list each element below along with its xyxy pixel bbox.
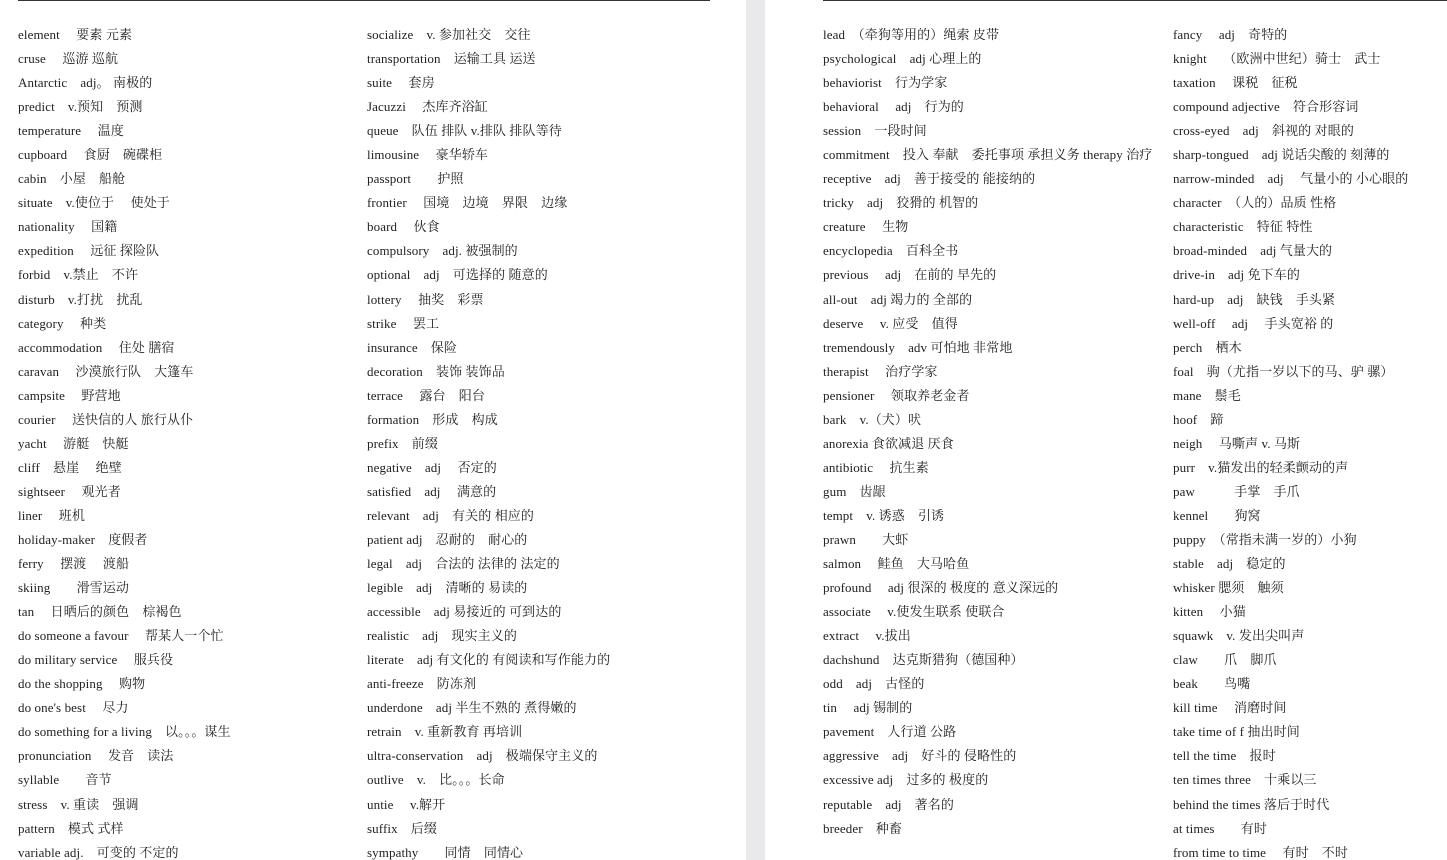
vocab-entry: kitten 小猫 xyxy=(1173,604,1246,620)
vocab-entry: cupboard 食厨 碗碟柜 xyxy=(18,147,163,163)
vocab-entry: from time to time 有时 不时 xyxy=(1173,844,1348,860)
vocab-entry: behind the times 落后于时代 xyxy=(1173,796,1330,812)
vocab-column-2 xyxy=(367,23,737,860)
vocab-entry: legible adj 清晰的 易读的 xyxy=(367,580,528,596)
vocab-entry: kill time 消磨时间 xyxy=(1173,700,1287,716)
vocab-entry: tremendously adv 可怕地 非常地 xyxy=(823,339,1013,355)
vocab-entry: do someone a favour 帮某人一个忙 xyxy=(18,628,224,644)
vocab-entry: prefix 前缀 xyxy=(367,435,438,451)
vocab-entry: sharp-tongued adj 说话尖酸的 刻薄的 xyxy=(1173,147,1390,163)
vocab-entry: extract v.拔出 xyxy=(823,628,911,644)
vocab-entry: courier 送快信的人 旅行从仆 xyxy=(18,411,194,427)
vocab-entry: all-out adj 竭力的 全部的 xyxy=(823,291,973,307)
vocab-entry: neigh 马嘶声 v. 马斯 xyxy=(1173,435,1301,451)
vocab-entry: commitment 投入 奉献 委托事项 承担义务 therapy 治疗 xyxy=(823,147,1153,163)
vocab-entry: transportation 运输工具 运送 xyxy=(367,51,536,67)
vocab-entry: expedition 远征 探险队 xyxy=(18,243,160,259)
vocab-entry: compulsory adj. 被强制的 xyxy=(367,243,518,259)
vocab-entry: do military service 服兵役 xyxy=(18,652,174,668)
vocab-entry: tell the time 报时 xyxy=(1173,748,1276,764)
vocab-entry: syllable 音节 xyxy=(18,772,112,788)
vocab-entry: compound adjective 符合形容词 xyxy=(1173,99,1359,115)
vocab-column-4 xyxy=(1173,23,1443,860)
vocab-entry: previous adj 在前的 早先的 xyxy=(823,267,997,283)
vocab-entry: behaviorist 行为学家 xyxy=(823,75,948,91)
document-page-right xyxy=(765,0,1447,860)
vocab-entry: receptive adj 善于接受的 能接纳的 xyxy=(823,171,1036,187)
vocab-entry: negative adj 否定的 xyxy=(367,459,497,475)
vocab-entry: deserve v. 应受 值得 xyxy=(823,315,958,331)
vocab-entry: patient adj 忍耐的 耐心的 xyxy=(367,531,528,547)
vocab-entry: element 要素 元素 xyxy=(18,27,133,42)
vocab-entry: ferry 摆渡 渡船 xyxy=(18,556,130,572)
vocab-entry: formation 形成 构成 xyxy=(367,411,498,427)
top-rule xyxy=(18,0,710,1)
vocab-entry: decoration 装饰 装饰品 xyxy=(367,363,505,379)
vocab-entry: cruse 巡游 巡航 xyxy=(18,51,119,67)
vocab-entry: bark v.（犬）吠 xyxy=(823,411,922,427)
vocab-entry: prawn 大虾 xyxy=(823,531,909,547)
vocab-entry: cabin 小屋 船舱 xyxy=(18,171,126,187)
vocab-entry: ten times three 十乘以三 xyxy=(1173,772,1317,788)
vocab-entry: encyclopedia 百科全书 xyxy=(823,243,959,259)
vocab-entry: tan 日晒后的颜色 棕褐色 xyxy=(18,604,182,620)
vocab-entry: reputable adj 著名的 xyxy=(823,796,954,812)
vocab-entry: odd adj 古怪的 xyxy=(823,676,925,692)
vocab-entry: nationality 国籍 xyxy=(18,219,118,235)
vocab-entry: Antarctic adj。 南极的 xyxy=(18,75,153,91)
vocab-entry: stress v. 重读 强调 xyxy=(18,796,139,812)
vocab-entry: profound adj 很深的 极度的 意义深远的 xyxy=(823,580,1059,596)
vocab-entry: realistic adj 现实主义的 xyxy=(367,628,517,644)
vocab-entry: forbid v.禁止 不许 xyxy=(18,267,139,283)
vocab-entry: pavement 人行道 公路 xyxy=(823,724,957,740)
vocab-entry: underdone adj 半生不熟的 煮得嫩的 xyxy=(367,700,577,716)
vocab-entry: breeder 种畜 xyxy=(823,820,902,836)
vocab-entry: anorexia 食欲减退 厌食 xyxy=(823,435,954,451)
vocab-entry: aggressive adj 好斗的 侵略性的 xyxy=(823,748,1017,764)
vocab-entry: ultra-conservation adj 极端保守主义的 xyxy=(367,748,598,764)
vocab-entry: character （人的）品质 性格 xyxy=(1173,195,1337,211)
vocab-entry: perch 栖木 xyxy=(1173,339,1242,355)
vocab-entry: broad-minded adj 气量大的 xyxy=(1173,243,1333,259)
vocab-entry: strike 罢工 xyxy=(367,315,440,331)
vocab-entry: sightseer 观光者 xyxy=(18,483,121,499)
vocab-entry: beak 鸟嘴 xyxy=(1173,676,1251,692)
vocab-entry: kennel 狗窝 xyxy=(1173,507,1261,523)
vocab-entry: behavioral adj 行为的 xyxy=(823,99,964,115)
vocab-entry: predict v.预知 预测 xyxy=(18,99,143,115)
vocab-entry: holiday-maker 度假者 xyxy=(18,531,148,547)
vocab-column-1 xyxy=(18,23,358,860)
vocab-entry: queue 队伍 排队 v.排队 排队等待 xyxy=(367,123,562,139)
vocab-entry: claw 爪 脚爪 xyxy=(1173,652,1277,668)
vocab-entry: narrow-minded adj 气量小的 小心眼的 xyxy=(1173,171,1409,187)
vocab-entry: tricky adj 狡猾的 机智的 xyxy=(823,195,979,211)
vocab-entry: liner 班机 xyxy=(18,507,85,523)
vocab-entry: literate adj 有文化的 有阅读和写作能力的 xyxy=(367,652,611,668)
vocab-entry: terrace 露台 阳台 xyxy=(367,387,486,403)
vocab-entry: characteristic 特征 特性 xyxy=(1173,219,1313,235)
vocab-entry: fancy adj 奇特的 xyxy=(1173,27,1288,42)
vocab-entry: legal adj 合法的 法律的 法定的 xyxy=(367,556,560,572)
vocab-entry: psychological adj 心理上的 xyxy=(823,51,982,67)
vocab-entry: variable adj. 可变的 不定的 xyxy=(18,844,179,860)
vocab-entry: satisfied adj 满意的 xyxy=(367,483,497,499)
vocab-entry: associate v.使发生联系 使联合 xyxy=(823,604,1005,620)
vocab-entry: squawk v. 发出尖叫声 xyxy=(1173,628,1305,644)
vocab-entry: hard-up adj 缺钱 手头紧 xyxy=(1173,291,1336,307)
vocab-entry: accommodation 住处 膳宿 xyxy=(18,339,175,355)
vocab-entry: stable adj 稳定的 xyxy=(1173,556,1286,572)
vocab-entry: salmon 鲑鱼 大马哈鱼 xyxy=(823,556,970,572)
vocab-entry: pronunciation 发音 读法 xyxy=(18,748,174,764)
vocab-entry: mane 鬃毛 xyxy=(1173,387,1241,403)
vocab-entry: knight （欧洲中世纪）骑士 武士 xyxy=(1173,51,1381,67)
vocab-entry: tempt v. 诱惑 引诱 xyxy=(823,507,945,523)
vocab-entry: Jacuzzi 杰库齐浴缸 xyxy=(367,99,488,115)
vocab-entry: creature 生物 xyxy=(823,219,909,235)
vocab-entry: outlive v. 比。。。长命 xyxy=(367,772,505,788)
vocab-entry: do something for a living 以。。。谋生 xyxy=(18,724,231,740)
vocab-entry: limousine 豪华轿车 xyxy=(367,147,489,163)
vocab-entry: foal 驹（尤指一岁以下的马、驴 骡） xyxy=(1173,363,1394,379)
vocab-entry: accessible adj 易接近的 可到达的 xyxy=(367,604,562,620)
vocab-entry: cross-eyed adj 斜视的 对眼的 xyxy=(1173,123,1354,139)
vocab-entry: excessive adj 过多的 极度的 xyxy=(823,772,989,788)
vocab-column-3 xyxy=(823,23,1165,841)
vocab-entry: gum 齿龈 xyxy=(823,483,886,499)
vocab-entry: do one's best 尽力 xyxy=(18,700,129,716)
vocab-entry: caravan 沙漠旅行队 大篷车 xyxy=(18,363,194,379)
top-rule xyxy=(823,0,1447,1)
vocab-entry: campsite 野营地 xyxy=(18,387,121,403)
vocab-entry: cliff 悬崖 绝壁 xyxy=(18,459,122,475)
vocab-entry: skiing 滑雪运动 xyxy=(18,580,129,596)
vocab-entry: frontier 国境 边境 界限 边缘 xyxy=(367,195,568,211)
vocab-entry: therapist 治疗学家 xyxy=(823,363,938,379)
vocab-entry: anti-freeze 防冻剂 xyxy=(367,676,477,692)
vocab-entry: at times 有时 xyxy=(1173,820,1267,836)
vocab-entry: suite 套房 xyxy=(367,75,435,91)
vocab-entry: category 种类 xyxy=(18,315,107,331)
vocab-entry: purr v.猫发出的轻柔颤动的声 xyxy=(1173,459,1349,475)
vocab-entry: dachshund 达克斯猎狗（德国种） xyxy=(823,652,1024,668)
vocab-entry: pattern 模式 式样 xyxy=(18,820,124,836)
vocab-entry: yacht 游艇 快艇 xyxy=(18,435,129,451)
vocab-entry: hoof 蹄 xyxy=(1173,411,1224,427)
vocab-entry: relevant adj 有关的 相应的 xyxy=(367,507,534,523)
vocab-entry: board 伙食 xyxy=(367,219,440,235)
vocab-entry: suffix 后缀 xyxy=(367,820,437,836)
vocab-entry: sympathy 同情 同情心 xyxy=(367,844,524,860)
vocab-entry: lead （牵狗等用的）绳索 皮带 xyxy=(823,27,1000,42)
vocab-entry: optional adj 可选择的 随意的 xyxy=(367,267,548,283)
vocab-entry: drive-in adj 免下车的 xyxy=(1173,267,1300,283)
vocab-entry: session 一段时间 xyxy=(823,123,927,139)
vocab-entry: well-off adj 手头宽裕 的 xyxy=(1173,315,1334,331)
vocab-entry: lottery 抽奖 彩票 xyxy=(367,291,484,307)
vocab-entry: whisker 腮须 触须 xyxy=(1173,580,1284,596)
vocab-entry: insurance 保险 xyxy=(367,339,458,355)
vocab-entry: situate v.使位于 使处于 xyxy=(18,195,170,211)
vocab-entry: pensioner 领取养老金者 xyxy=(823,387,970,403)
vocab-entry: passport 护照 xyxy=(367,171,464,187)
vocab-entry: puppy （常指未满一岁的）小狗 xyxy=(1173,531,1357,547)
vocab-entry: take time of f 抽出时间 xyxy=(1173,724,1300,740)
vocab-entry: untie v.解开 xyxy=(367,796,446,812)
vocab-entry: disturb v.打扰 扰乱 xyxy=(18,291,143,307)
vocab-entry: taxation 课税 征税 xyxy=(1173,75,1298,91)
vocab-entry: socialize v. 参加社交 交往 xyxy=(367,27,531,42)
vocab-entry: retrain v. 重新教育 再培训 xyxy=(367,724,523,740)
vocab-entry: antibiotic 抗生素 xyxy=(823,459,929,475)
vocab-entry: paw 手掌 手爪 xyxy=(1173,483,1300,499)
vocab-entry: temperature 温度 xyxy=(18,123,124,139)
vocab-entry: do the shopping 购物 xyxy=(18,676,146,692)
vocab-entry: tin adj 锡制的 xyxy=(823,700,913,716)
